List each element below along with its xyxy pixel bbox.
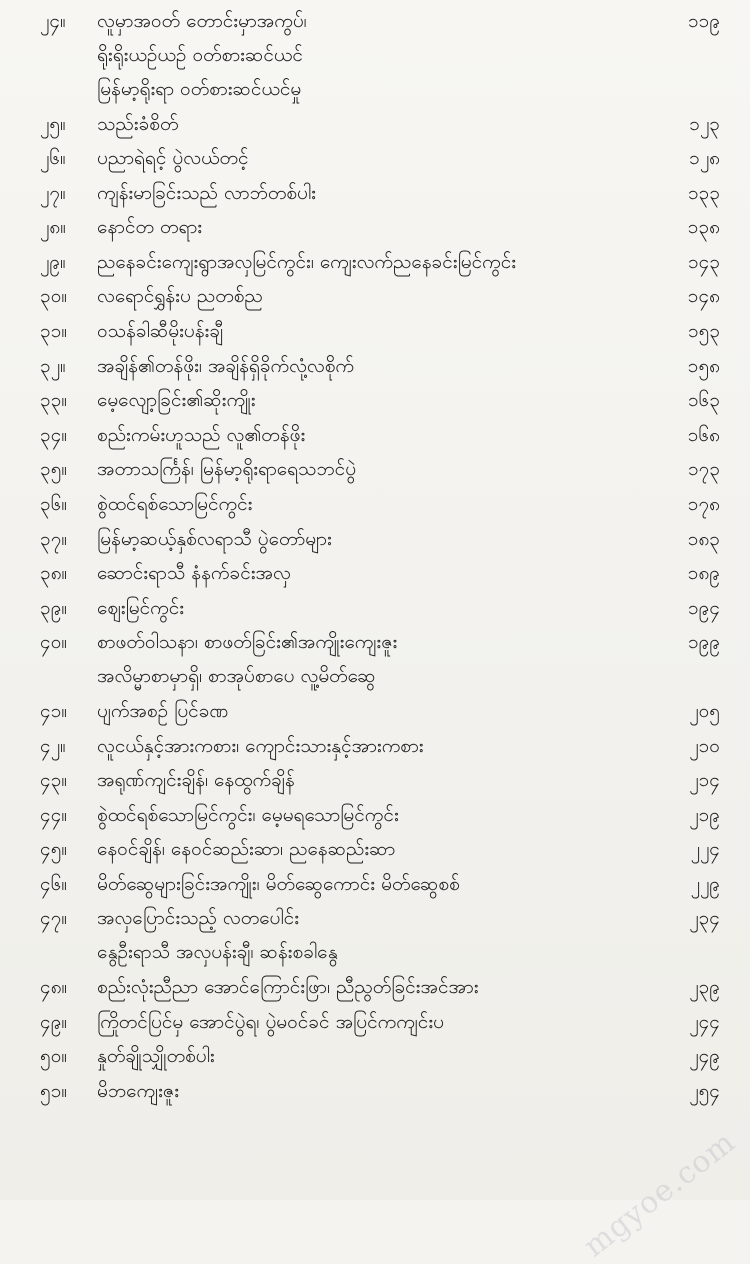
entry-title-line: အလိမ္မာစာမှာရှိ၊ စာအုပ်စာပေ လူ့မိတ်ဆွေ <box>97 665 376 688</box>
toc-entry <box>0 210 750 245</box>
entry-title <box>97 383 657 417</box>
entry-title <box>97 418 657 452</box>
entry-title-line: ကြိုတင်ပြင်မှ အောင်ပွဲရ၊ ပွဲမဝင်ခင် အပြင်ကကျင်းပ <box>97 1010 445 1033</box>
page-number: ၂၀၅ <box>689 699 720 722</box>
entry-title <box>97 522 657 556</box>
entry-title-line: ပညာရဲရင့် ပွဲလယ်တင့် <box>97 147 249 170</box>
entry-title <box>97 176 657 210</box>
entry-number: ၃၄။ <box>40 423 68 446</box>
page-number: ၁၆၃ <box>687 389 720 412</box>
toc-entry <box>0 556 750 591</box>
entry-title <box>97 832 657 866</box>
entry-number: ၃၈။ <box>40 562 68 585</box>
watermark: mgyoe.com <box>576 1124 742 1264</box>
toc-entry <box>0 383 750 418</box>
entry-number: ၅၁။ <box>40 1079 68 1102</box>
entry-number: ၃၂။ <box>40 354 66 377</box>
page-number: ၁၉၄ <box>687 596 720 619</box>
entry-title <box>97 279 657 313</box>
entry-title <box>97 141 657 175</box>
page-number: ၂၂၄ <box>690 838 720 861</box>
entry-title-line: စည်းလုံးညီညာ အောင်ကြောင်းဖြာ၊ ညီညွတ်ခြင်းအင်အား <box>97 975 479 998</box>
entry-number: ၃၉။ <box>40 596 68 619</box>
entry-number: ၄၈။ <box>40 975 68 998</box>
page-number: ၁၂၈ <box>689 147 720 170</box>
entry-title-line: ပျက်အစဉ် ပြင်ခဏ <box>97 699 229 722</box>
page-number: ၁၅၃ <box>687 320 720 343</box>
page-number: ၁၆၈ <box>687 423 720 446</box>
entry-number: ၄၂။ <box>40 734 66 757</box>
entry-title <box>97 901 657 969</box>
toc-entry <box>0 418 750 453</box>
entry-title-line: အချိန်၏တန်ဖိုး၊ အချိန်ရှိခိုက်လုံ့လစိုက် <box>97 354 355 377</box>
toc-entry <box>0 141 750 176</box>
entry-title-line: လူမှာအဝတ် တောင်းမှာအကွပ်၊ <box>97 10 307 32</box>
entry-title-line: စည်းကမ်းဟူသည် လူ၏တန်ဖိုး <box>97 423 306 446</box>
entry-title-line: နေဝင်ချိန်၊ နေဝင်ဆည်းဆာ၊ ညနေဆည်းဆာ <box>97 838 396 861</box>
entry-title-line: ဆောင်းရာသီ နံနက်ခင်းအလှ <box>97 562 291 585</box>
entry-title <box>97 487 657 521</box>
entry-number: ၄၆။ <box>40 872 68 895</box>
entry-title-line: ဝသန်ခါဆီမိုးပန်းချီ <box>97 320 224 343</box>
entry-title <box>97 4 657 106</box>
entry-title <box>97 556 657 590</box>
entry-number: ၄၄။ <box>40 803 68 826</box>
entry-number: ၃၁။ <box>40 320 68 343</box>
entry-number: ၃၇။ <box>40 527 68 550</box>
toc-entry <box>0 763 750 798</box>
entry-title <box>97 591 657 625</box>
entry-title <box>97 245 657 279</box>
page-number: ၂၄၄ <box>689 1010 720 1033</box>
toc-entry <box>0 107 750 142</box>
entry-title-line: စာဖတ်ဝါသနာ၊ စာဖတ်ခြင်း၏အကျိုးကျေးဇူး <box>97 631 398 654</box>
toc-entry <box>0 832 750 867</box>
page-number: ၂၁၄ <box>689 769 720 792</box>
page-number: ၁၈၉ <box>687 562 720 585</box>
entry-title <box>97 763 657 797</box>
entry-number: ၂၅။ <box>40 112 66 135</box>
entry-title-line: မြန်မာ့ရိုးရာ ဝတ်စားဆင်ယင်မှု <box>97 78 302 100</box>
entry-number: ၂၄။ <box>40 10 66 32</box>
page-number: ၁၄၈ <box>687 285 720 308</box>
entry-number: ၄၇။ <box>40 907 68 930</box>
page-number: ၂၃၉ <box>689 975 720 998</box>
entry-title <box>97 798 657 832</box>
entry-title-line: မိတ်ဆွေများခြင်းအကျိုး၊ မိတ်ဆွေကောင်း မိတ်ဆွေစစ် <box>97 872 460 895</box>
entry-title-line: မေ့လျော့ခြင်း၏ဆိုးကျိုး <box>97 389 256 412</box>
entry-number: ၄၃။ <box>40 769 68 792</box>
page-number: ၁၃၃ <box>687 181 720 204</box>
toc-entry <box>0 901 750 970</box>
entry-title-line: ရိုးရိုးယဉ်ယဉ် ဝတ်စားဆင်ယင် <box>97 44 303 66</box>
entry-title <box>97 867 657 901</box>
page-number: ၂၁၀ <box>689 734 720 757</box>
entry-title-line: အလှပြောင်းသည့် လတပေါင်း <box>97 907 300 930</box>
toc-entry <box>0 349 750 384</box>
entry-title-line: အရုဏ်ကျင်းချိန်၊ နေထွက်ချိန် <box>97 769 295 792</box>
entry-title <box>97 210 657 244</box>
page-number: ၁၁၉ <box>687 10 720 32</box>
page-number: ၂၂၉ <box>690 872 720 895</box>
page-number: ၁၇၈ <box>687 493 720 516</box>
toc-entry <box>0 1039 750 1074</box>
entry-number: ၄၁။ <box>40 699 68 722</box>
entry-title-line: ကျန်းမာခြင်းသည် လာဘ်တစ်ပါး <box>97 181 316 204</box>
entry-number: ၃၀။ <box>40 285 68 308</box>
toc-entry <box>0 176 750 211</box>
toc-entry <box>0 487 750 522</box>
toc-entry <box>0 591 750 626</box>
page-number: ၁၈၃ <box>687 527 720 550</box>
entry-title <box>97 452 657 486</box>
entry-title-line: စွဲထင်ရစ်သောမြင်ကွင်း <box>97 493 253 516</box>
entry-title <box>97 694 657 728</box>
entry-number: ၃၆။ <box>40 493 68 516</box>
toc-entry <box>0 522 750 557</box>
entry-title-line: နွေဦးရာသီ အလှပန်းချီ၊ ဆန်းစခါနွေ <box>97 941 338 964</box>
entry-title <box>97 1005 657 1039</box>
toc-entry <box>0 694 750 729</box>
entry-number: ၂၈။ <box>40 216 66 239</box>
entry-title-line: ဈေးမြင်ကွင်း <box>97 596 185 619</box>
entry-number: ၃၃။ <box>40 389 68 412</box>
toc-entry <box>0 729 750 764</box>
entry-title <box>97 1039 657 1073</box>
page-number: ၂၄၉ <box>689 1045 720 1068</box>
entry-title-line: နှုတ်ချိုသျှိုတစ်ပါး <box>97 1045 215 1068</box>
toc-entry <box>0 1074 750 1109</box>
entry-title <box>97 625 657 693</box>
entry-title <box>97 349 657 383</box>
page-number: ၂၃၄ <box>689 907 720 930</box>
entry-title-line: သည်းခံစိတ် <box>97 112 179 135</box>
entry-number: ၅၀။ <box>40 1045 68 1068</box>
entry-title-line: လူငယ်နှင့်အားကစား၊ ကျောင်းသားနှင့်အားကစား <box>97 734 424 757</box>
page-number: ၁၇၃ <box>687 458 720 481</box>
entry-title <box>97 729 657 763</box>
entry-number: ၄၀။ <box>40 631 68 654</box>
entry-number: ၄၉။ <box>40 1010 68 1033</box>
toc-entry <box>0 314 750 349</box>
page-number: ၂၁၉ <box>689 803 720 826</box>
entry-title-line: မြန်မာ့ဆယ့်နှစ်လရာသီ ပွဲတော်များ <box>97 527 332 550</box>
toc-entry <box>0 4 750 107</box>
page-number: ၂၅၄ <box>689 1079 720 1102</box>
entry-number: ၂၉။ <box>40 250 66 273</box>
page-number: ၁၃၈ <box>687 216 720 239</box>
entry-title-line: အတာသင်္ကြန်၊ မြန်မာ့ရိုးရာရေသဘင်ပွဲ <box>97 458 357 481</box>
toc-entry <box>0 245 750 280</box>
page-number: ၁၄၃ <box>687 250 720 273</box>
entry-number: ၂၇။ <box>40 181 66 204</box>
entry-title-line: မိဘကျေးဇူး <box>97 1079 180 1102</box>
table-of-contents <box>0 4 750 1108</box>
entry-title <box>97 1074 657 1108</box>
entry-number: ၂၆။ <box>40 147 66 170</box>
entry-title-line: နောင်တ တရား <box>97 216 203 239</box>
entry-title <box>97 970 657 1004</box>
toc-entry <box>0 452 750 487</box>
entry-number: ၃၅။ <box>40 458 68 481</box>
page-number: ၁၅၈ <box>687 354 720 377</box>
entry-title-line: စွဲထင်ရစ်သောမြင်ကွင်း၊ မေ့မရသောမြင်ကွင်း <box>97 803 399 826</box>
entry-number: ၄၅။ <box>40 838 68 861</box>
page-number: ၁၉၉ <box>687 631 720 654</box>
toc-entry <box>0 970 750 1005</box>
entry-title-line: ညနေခင်းကျေးရွာအလှမြင်ကွင်း၊ ကျေးလက်ညနေခင်းမြင်ကွင်း <box>97 250 517 273</box>
entry-title <box>97 314 657 348</box>
entry-title <box>97 107 657 141</box>
entry-title-line: လရောင်ရွှန်းပ ညတစ်ည <box>97 285 263 308</box>
toc-entry <box>0 867 750 902</box>
toc-entry <box>0 798 750 833</box>
page-number: ၁၂၃ <box>689 112 720 135</box>
toc-entry <box>0 1005 750 1040</box>
toc-entry <box>0 279 750 314</box>
toc-entry <box>0 625 750 694</box>
